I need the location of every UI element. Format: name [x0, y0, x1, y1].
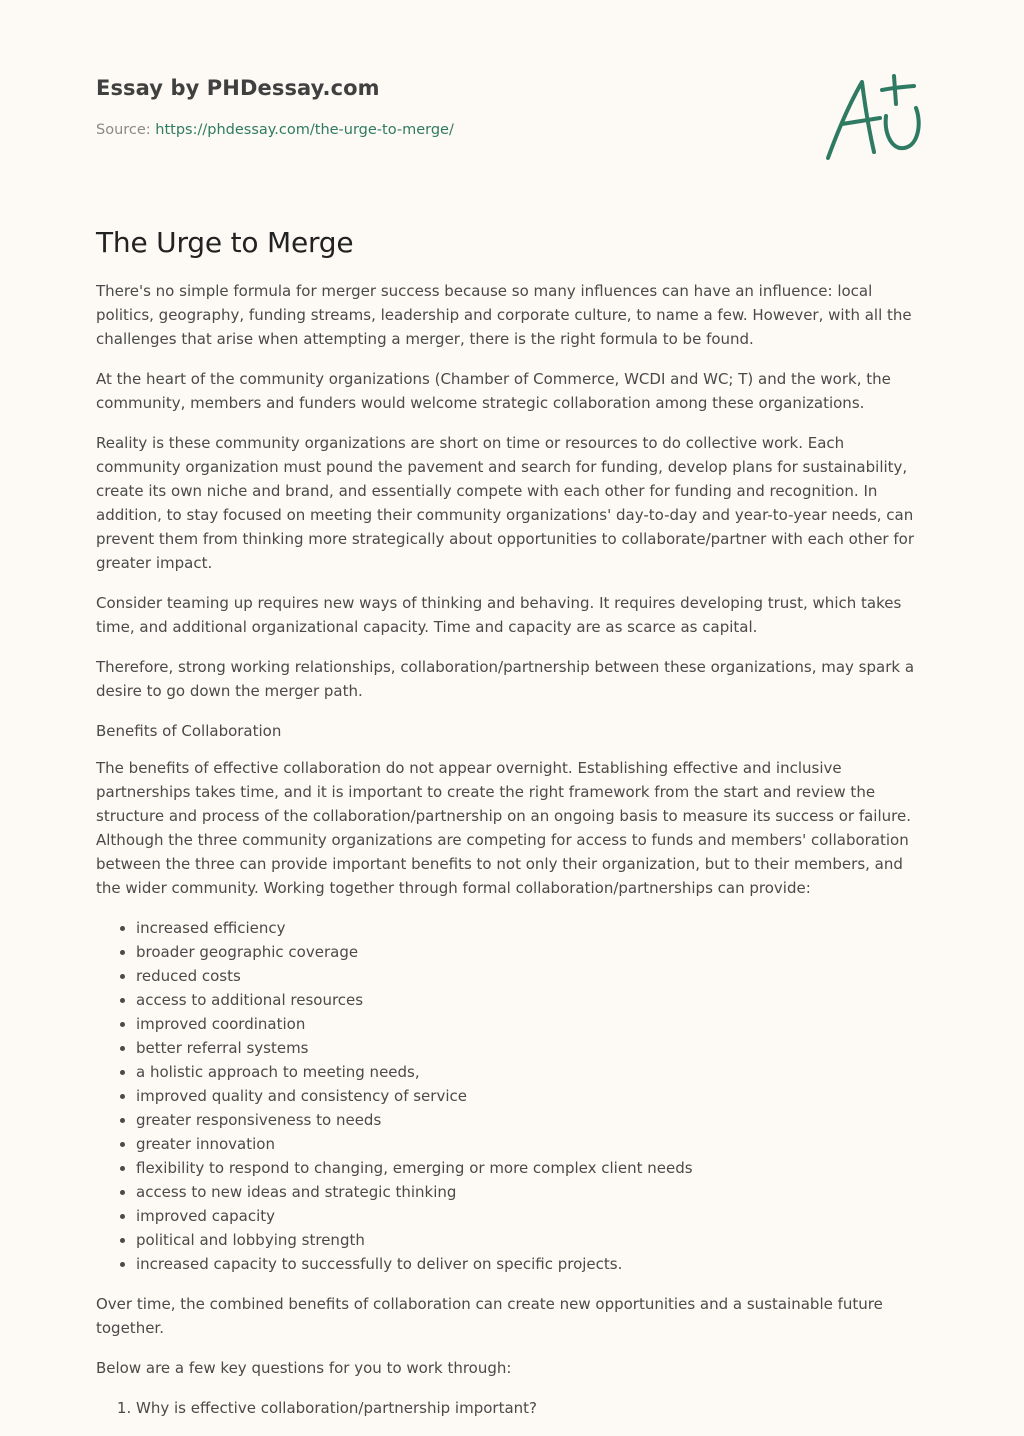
paragraph: At the heart of the community organizations (Chamber of Commerce, WCDI and WC; T) and the work, the community, members and funders would welcome strategic collaboration among these organizations. [96, 370, 891, 412]
list-item: • improved coordination [136, 1012, 928, 1036]
paragraph: Over time, the combined benefits of collaboration can create new opportunities and a sustainable future together. [96, 1295, 883, 1337]
list-item: • improved capacity [136, 1204, 928, 1228]
paragraph: There's no simple formula for merger success because so many influences can have an influence: local politics, geography, funding streams, leadership and corporate culture, to name a few. However, with all the challenges that arise when attempting a merger, there is the right formula to be found. [96, 282, 912, 348]
source-line [96, 122, 928, 138]
a-plus-logo-icon [822, 68, 928, 164]
list-item: • greater responsiveness to needs [136, 1108, 928, 1132]
list-item: • better referral systems [136, 1036, 928, 1060]
list-item: • increased efficiency [136, 916, 928, 940]
essay-title: The Urge to Merge [96, 226, 354, 259]
list-item: • flexibility to respond to changing, emerging or more complex client needs [136, 1156, 928, 1180]
paragraph: The benefits of effective collaboration do not appear overnight. Establishing effective and inclusive partnerships takes time, and it is important to create the right framework from the start and review the structure and process of the collaboration/partnership on an ongoing basis to measure its success or failure. [96, 759, 911, 825]
list-item: • greater innovation [136, 1132, 928, 1156]
source-link[interactable]: https://phdessay.com/the-urge-to-merge/ [155, 122, 454, 138]
page-header [96, 76, 928, 138]
paragraph: Reality is these community organizations are short on time or resources to do collective work. Each community organization must pound the pavement and search for funding, develop plans for sustainability, create its own niche and brand, and essentially compete with each other for funding and recognition. In addition, to stay focused on meeting their community organizations' day-to-day and year-to-year needs, can prevent them from thinking more strategically about opportunities to collaborate/partner with each other for greater impact. [96, 434, 914, 572]
essay-content [96, 226, 928, 1436]
questions-list [96, 1396, 928, 1420]
questions-intro: Below are a few key questions for you to work through: [96, 1359, 512, 1377]
list-item: • improved quality and consistency of service [136, 1084, 928, 1108]
list-item: 1. Why is effective collaboration/partnership important? [136, 1396, 928, 1420]
benefits-list [96, 916, 928, 1276]
list-item: • access to additional resources [136, 988, 928, 1012]
list-item: • access to new ideas and strategic thinking [136, 1180, 928, 1204]
source-label: Source: [96, 122, 156, 138]
list-item: • reduced costs [136, 964, 928, 988]
paragraph: Although the three community organizations are competing for access to funds and members' collaboration between the three can provide important benefits to not only their organization, but to their members, and the wider community. Working together through formal collaboration/partnerships can provide: [96, 831, 909, 897]
paragraph: Therefore, strong working relationships, collaboration/partnership between these organizations, may spark a desire to go down the merger path. [96, 658, 915, 700]
list-item: • increased capacity to successfully to deliver on specific projects. [136, 1252, 928, 1276]
list-item: • broader geographic coverage [136, 940, 928, 964]
subheading-benefits: Benefits of Collaboration [96, 722, 282, 740]
list-item: • a holistic approach to meeting needs, [136, 1060, 928, 1084]
site-title: Essay by PHDessay.com [96, 76, 380, 100]
paragraph: Consider teaming up requires new ways of thinking and behaving. It requires developing trust, which takes time, and additional organizational capacity. Time and capacity are as scarce as capital. [96, 594, 902, 636]
list-item: • political and lobbying strength [136, 1228, 928, 1252]
